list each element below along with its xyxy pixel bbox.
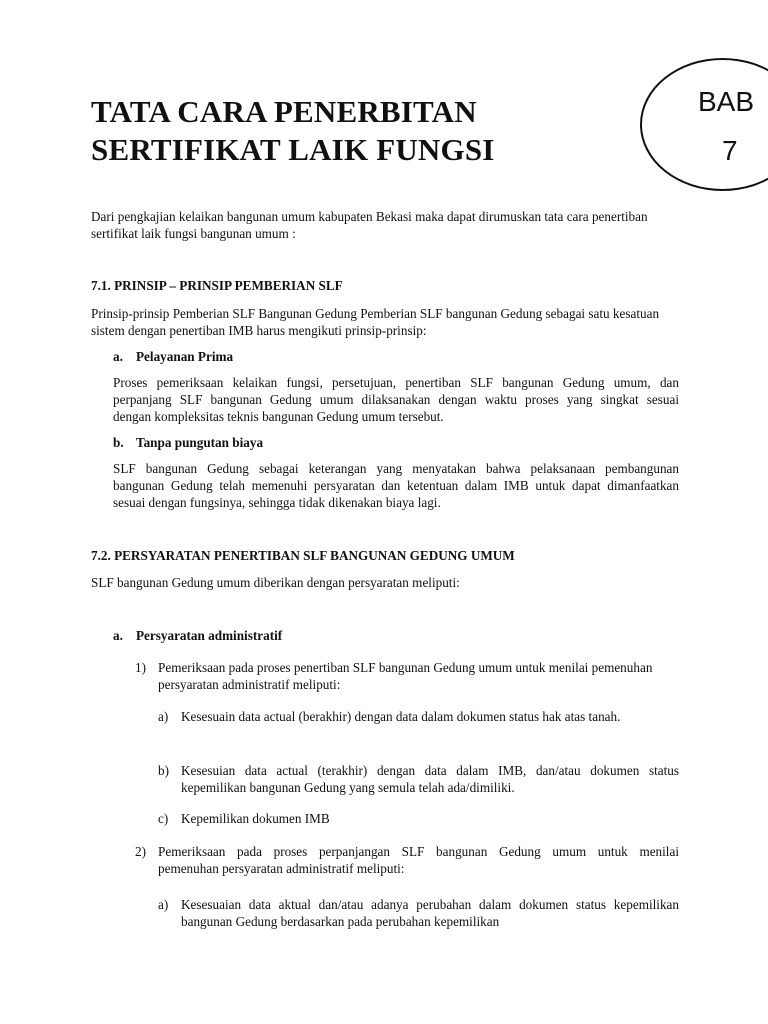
point-1-sub-c-marker: c): [158, 811, 169, 826]
body-line: Kesesuian data actual (terakhir) dengan data dalam IMB, dan/atau dokumen status: [181, 763, 679, 778]
item-b-marker: b.: [113, 435, 124, 450]
body-line: Pemeriksaan pada proses perpanjangan SLF bangunan Gedung umum untuk menilai: [158, 844, 679, 859]
body-line: Kesesuaian data aktual dan/atau adanya perubahan dalam dokumen status kepemilikan: [181, 897, 679, 912]
body-line: Pemeriksaan pada proses penertiban SLF bangunan Gedung umum untuk menilai pemenuhan: [158, 660, 653, 675]
body-line: SLF bangunan Gedung sebagai keterangan yang menyatakan bahwa pelaksanaan pembangunan: [113, 461, 679, 476]
point-1-sub-c-body: [181, 810, 679, 827]
body-line: sesuai dengan fungsinya, sehingga tidak dikenakan biaya lagi.: [113, 495, 441, 510]
point-2-marker: 2): [135, 844, 146, 859]
requirement-a-marker: a.: [113, 628, 123, 643]
chapter-title-line-1: TATA CARA PENERBITAN: [91, 94, 477, 129]
body-line: dengan kompleksitas teknis bangunan Gedung umum tersebut.: [113, 409, 444, 424]
section-7-2-heading: 7.2. PERSYARATAN PENERTIBAN SLF BANGUNAN GEDUNG UMUM: [91, 548, 515, 563]
chapter-badge-label: BAB: [698, 86, 755, 117]
body-line: persyaratan administratif meliputi:: [158, 677, 341, 692]
chapter-badge-number: 7: [722, 135, 738, 166]
item-b-title: Tanpa pungutan biaya: [136, 435, 264, 450]
body-line: Kepemilikan dokumen IMB: [181, 811, 330, 826]
point-1-marker: 1): [135, 660, 146, 675]
body-line: pemenuhan persyaratan administratif meliputi:: [158, 861, 405, 876]
requirement-a-title: Persyaratan administratif: [136, 628, 283, 643]
chapter-badge-circle: [640, 58, 768, 191]
section-7-1-paragraph: [91, 305, 681, 339]
body-line: bangunan Gedung berdasarkan pada perubahan kepemilikan: [181, 914, 500, 929]
point-1-sub-b-body: [181, 762, 679, 796]
paragraph-line: sistem dengan penertiban IMB harus mengikuti prinsip-prinsip:: [91, 323, 427, 338]
item-a-title: Pelayanan Prima: [136, 349, 234, 364]
point-2-sub-a-marker: a): [158, 897, 169, 912]
point-1-sub-a-marker: a): [158, 709, 169, 724]
item-b-body: [113, 460, 679, 511]
item-a-marker: a.: [113, 349, 123, 364]
body-line: kepemilikan bangunan Gedung yang semula telah ada/dimiliki.: [181, 780, 515, 795]
chapter-title: [91, 93, 631, 169]
body-line: bangunan Gedung telah memenuhi persyaratan dan ketentuan dalam IMB untuk dapat dimanfaatkan: [113, 478, 679, 493]
body-line: Proses pemeriksaan kelaikan fungsi, persetujuan, penertiban SLF bangunan Gedung umum, dan: [113, 375, 679, 390]
chapter-title-line-2: SERTIFIKAT LAIK FUNGSI: [91, 132, 495, 167]
point-2-sub-a-body: [181, 896, 679, 930]
intro-line: sertifikat laik fungsi bangunan umum :: [91, 226, 296, 241]
item-a-body: [113, 374, 679, 425]
point-1-body: [158, 659, 679, 693]
paragraph-line: Prinsip-prinsip Pemberian SLF Bangunan Gedung Pemberian SLF bangunan Gedung sebagai satu kesatuan: [91, 306, 660, 321]
body-line: perpanjang SLF bangunan Gedung umum dilaksanakan dengan waktu proses yang singkat sesuai: [113, 392, 679, 407]
point-1-sub-a-body: [181, 708, 679, 725]
section-7-1-heading: 7.1. PRINSIP – PRINSIP PEMBERIAN SLF: [91, 278, 343, 293]
point-2-body: [158, 843, 679, 877]
intro-line: Dari pengkajian kelaikan bangunan umum kabupaten Bekasi maka dapat dirumuskan tata cara penertiban: [91, 209, 648, 224]
intro-paragraph: [91, 208, 681, 242]
section-7-2-intro: SLF bangunan Gedung umum diberikan dengan persyaratan meliputi:: [91, 575, 460, 590]
point-1-sub-b-marker: b): [158, 763, 169, 778]
body-line: Kesesuain data actual (berakhir) dengan data dalam dokumen status hak atas tanah.: [181, 709, 621, 724]
